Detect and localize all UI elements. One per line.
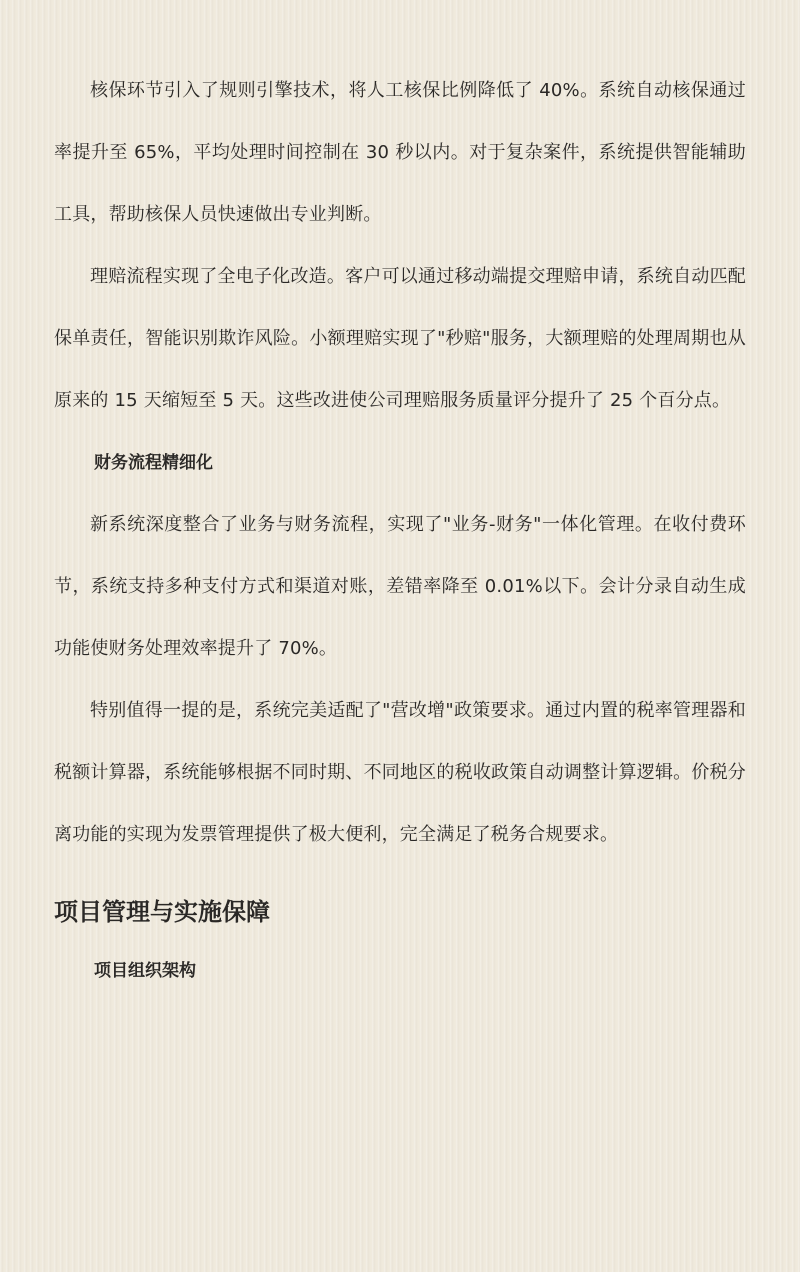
paragraph-finance-integration: 新系统深度整合了业务与财务流程，实现了"业务-财务"一体化管理。在收付费环节，系统支持多种支付方式和渠道对账，差错率降至 0.01%以下。会计分录自动生成功能使财务处理效率提升了 70%。 — [54, 514, 746, 659]
paragraph-tax: 特别值得一提的是，系统完美适配了"营改增"政策要求。通过内置的税率管理器和税额计算器，系统能够根据不同时期、不同地区的税收政策自动调整计算逻辑。价税分离功能的实现为发票管理提供了极大便利，完全满足了税务合规要求。 — [54, 700, 746, 845]
paragraph-underwriting: 核保环节引入了规则引擎技术，将人工核保比例降低了 40%。系统自动核保通过率提升至 65%，平均处理时间控制在 30 秒以内。对于复杂案件，系统提供智能辅助工具，帮助核保人员快速做出专业判断。 — [54, 80, 746, 225]
paragraph-claims: 理赔流程实现了全电子化改造。客户可以通过移动端提交理赔申请，系统自动匹配保单责任，智能识别欺诈风险。小额理赔实现了"秒赔"服务，大额理赔的处理周期也从原来的 15 天缩短至 5 天。这些改进使公司理赔服务质量评分提升了 25 个百分点。 — [54, 266, 746, 411]
section-title-project-management: 项目管理与实施保障 — [54, 898, 270, 926]
subheading-finance: 财务流程精细化 — [94, 453, 213, 473]
subheading-org: 项目组织架构 — [94, 961, 196, 981]
